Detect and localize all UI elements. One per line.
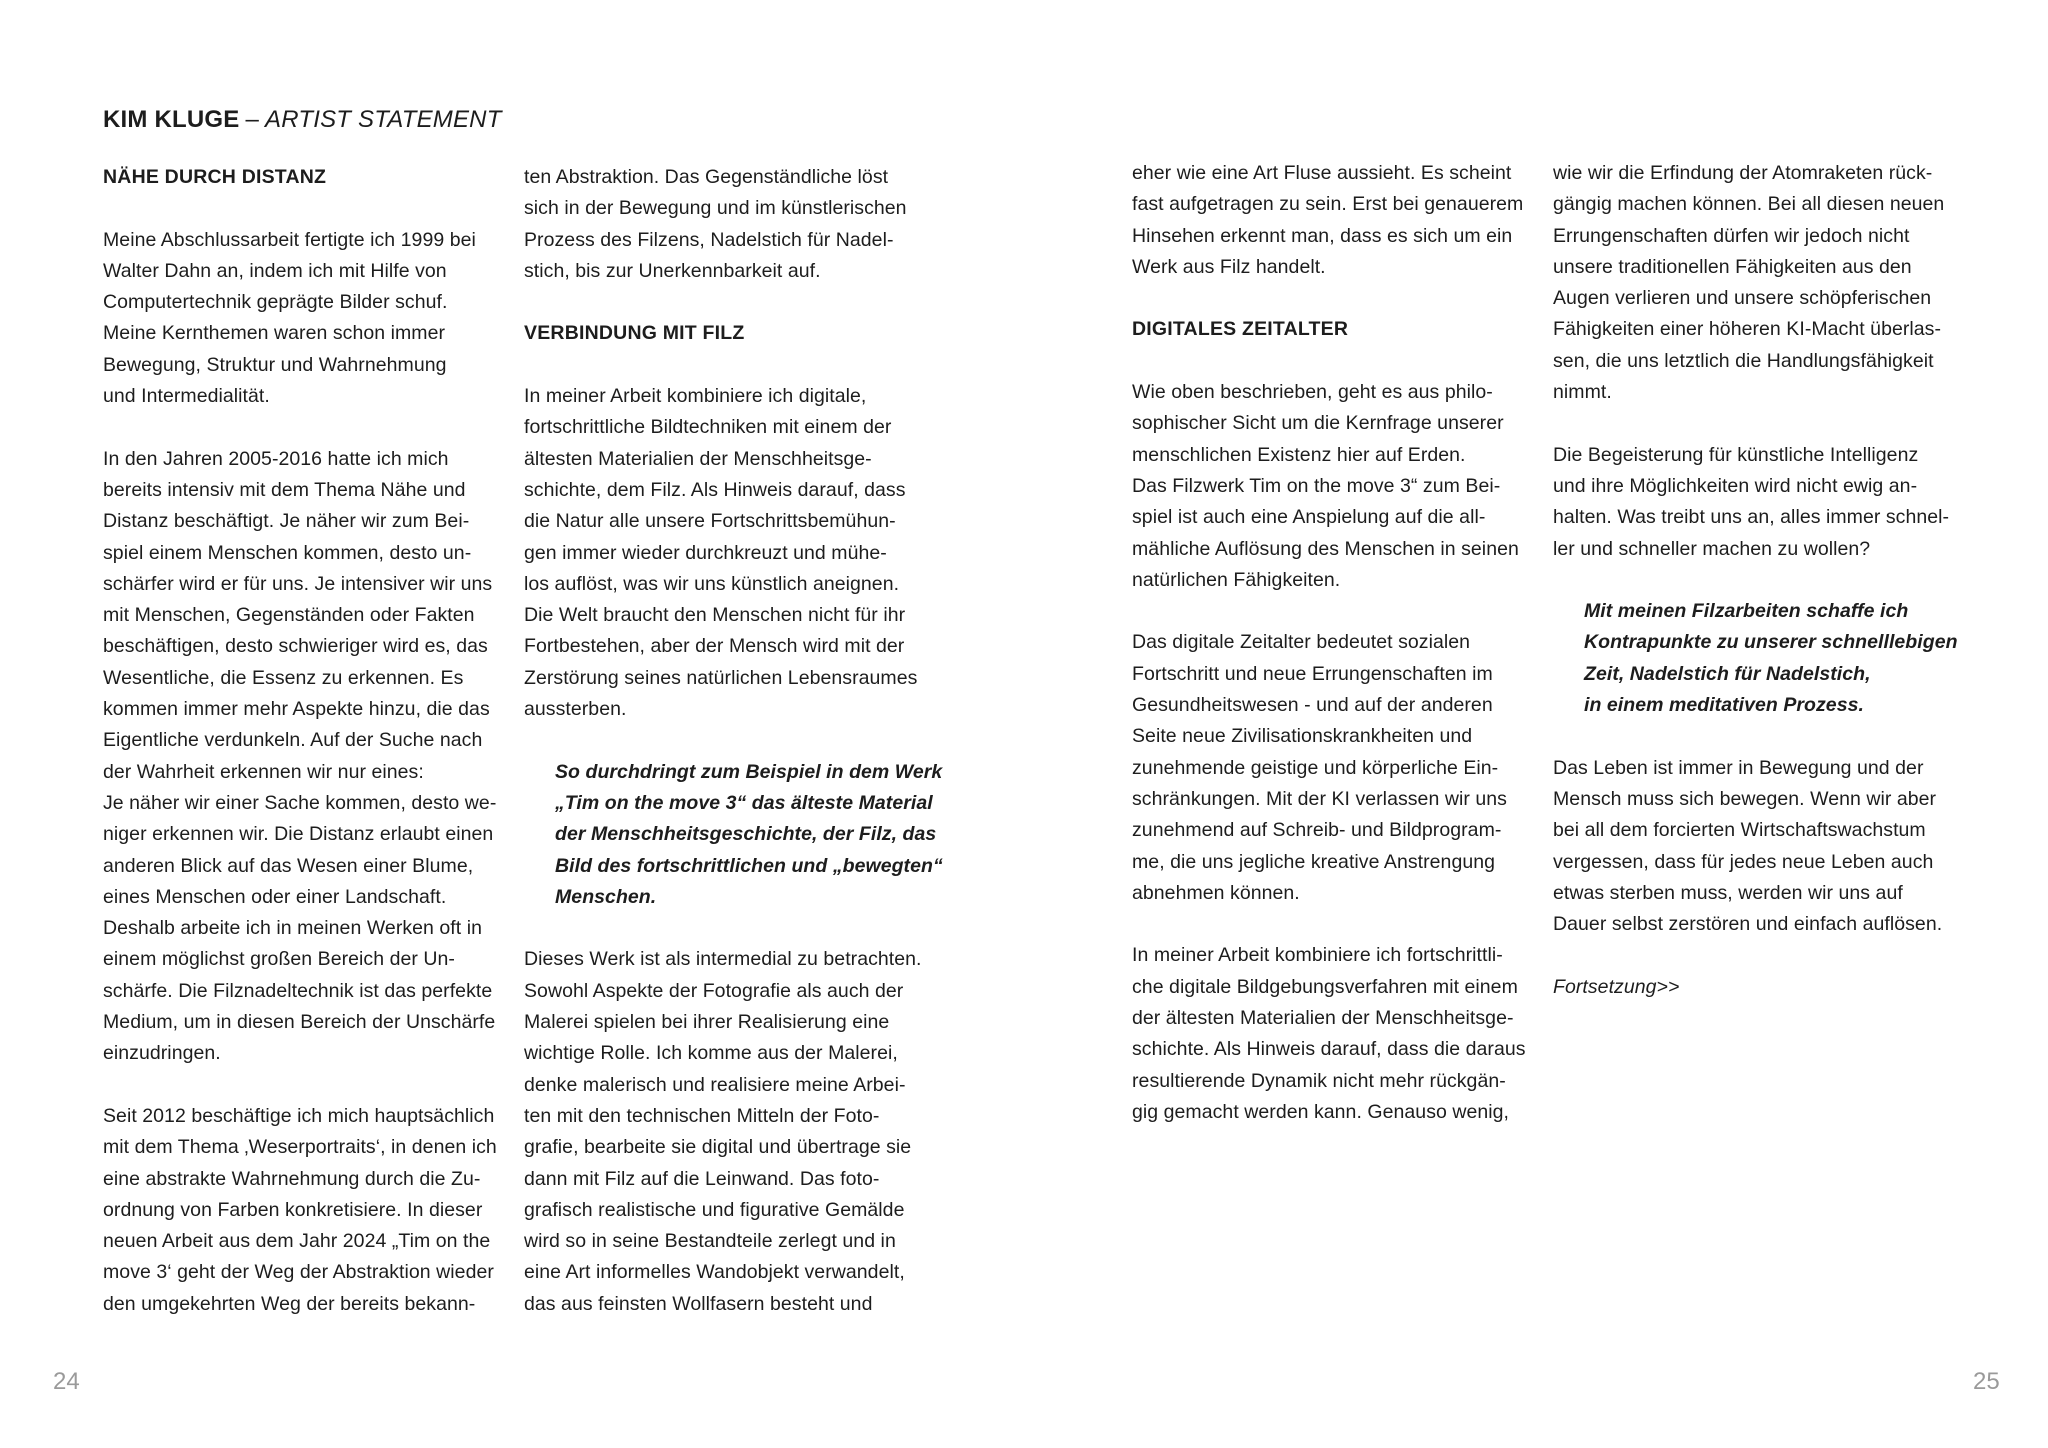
text-line: Mensch muss sich bewegen. Wenn wir aber [1553, 787, 1937, 810]
text-line: Die Begeisterung für künstliche Intelligenz [1553, 443, 1919, 466]
artist-name: KIM KLUGE [103, 106, 240, 133]
text-line: etwas sterben muss, werden wir uns auf [1553, 881, 1903, 904]
text-line: aussterben. [524, 698, 627, 721]
body-paragraph [1132, 377, 1542, 596]
text-line: der ältesten Materialien der Menschheitsge- [1132, 1007, 1514, 1030]
text-line: gen immer wieder durchkreuzt und mühe- [524, 541, 887, 564]
pull-quote [1553, 596, 1963, 721]
text-line: einem möglichst großen Bereich der Un- [103, 948, 455, 971]
text-column-4 [1553, 158, 1963, 1034]
text-line: sen, die uns letztlich die Handlungsfähigkeit [1553, 349, 1934, 372]
body-paragraph [103, 444, 513, 1070]
text-line: der Menschheitsgeschichte, der Filz, das [555, 823, 937, 846]
text-line: neuen Arbeit aus dem Jahr 2024 „Tim on the [103, 1230, 491, 1253]
body-paragraph [1132, 940, 1542, 1128]
text-line: eher wie eine Art Fluse aussieht. Es scheint [1132, 162, 1512, 184]
text-line: der Wahrheit erkennen wir nur eines: [103, 760, 424, 783]
text-line: Fähigkeiten einer höheren KI-Macht überlas- [1553, 318, 1942, 341]
continuation-note [1553, 972, 1963, 1003]
text-line: Wesentliche, die Essenz zu erkennen. Es [103, 666, 464, 689]
text-line: Dauer selbst zerstören und einfach auflösen. [1553, 913, 1943, 936]
text-line: unsere traditionellen Fähigkeiten aus den [1553, 255, 1912, 278]
text-line: ten Abstraktion. Das Gegenständliche löst [524, 166, 889, 188]
text-line: Mit meinen Filzarbeiten schaffe ich [1584, 600, 1909, 623]
text-line: fortschrittliche Bildtechniken mit einem der [524, 416, 892, 439]
text-line: grafisch realistische und figurative Gemälde [524, 1198, 905, 1221]
text-line: Bewegung, Struktur und Wahrnehmung [103, 353, 447, 376]
text-line: kommen immer mehr Aspekte hinzu, die das [103, 698, 490, 721]
text-line: NÄHE DURCH DISTANZ [103, 166, 327, 188]
text-line: Meine Kernthemen waren schon immer [103, 322, 446, 345]
text-line: Walter Dahn an, indem ich mit Hilfe von [103, 259, 447, 282]
text-line: Zeit, Nadelstich für Nadelstich, [1584, 662, 1871, 685]
body-paragraph [524, 162, 934, 287]
text-line: zunehmende geistige und körperliche Ein- [1132, 756, 1499, 779]
text-line: Distanz beschäftigt. Je näher wir zum Bei- [103, 510, 470, 533]
text-line: sophischer Sicht um die Kernfrage unserer [1132, 412, 1504, 435]
text-line: Wie oben beschrieben, geht es aus philo- [1132, 381, 1493, 404]
text-line: Je näher wir einer Sache kommen, desto we- [103, 791, 497, 814]
text-line: bei all dem forcierten Wirtschaftswachstum [1553, 819, 1926, 842]
text-line: gig gemacht werden kann. Genauso wenig, [1132, 1100, 1510, 1123]
text-line: wird so in seine Bestandteile zerlegt und in [524, 1230, 896, 1253]
text-line: stich, bis zur Unerkennbarkeit auf. [524, 259, 821, 282]
text-line: mit dem Thema ‚Weserportraits‘, in denen ich [103, 1136, 497, 1159]
header-separator: – [245, 106, 260, 133]
text-line: ältesten Materialien der Menschheitsge- [524, 447, 872, 470]
body-paragraph [524, 381, 934, 725]
text-line: me, die uns jegliche kreative Anstrengung [1132, 850, 1496, 873]
text-line: Das Filzwerk Tim on the move 3“ zum Bei- [1132, 474, 1501, 497]
text-line: In meiner Arbeit kombiniere ich fortschrittli- [1132, 944, 1503, 967]
body-paragraph [524, 944, 934, 1320]
text-line: wie wir die Erfindung der Atomraketen rück- [1553, 162, 1933, 184]
text-line: Dieses Werk ist als intermedial zu betrachten. [524, 948, 922, 971]
text-line: Prozess des Filzens, Nadelstich für Nadel- [524, 228, 894, 251]
text-line: eine abstrakte Wahrnehmung durch die Zu- [103, 1167, 481, 1190]
text-line: schränkungen. Mit der KI verlassen wir uns [1132, 787, 1507, 810]
text-line: VERBINDUNG MIT FILZ [524, 322, 745, 345]
text-line: Malerei spielen bei ihrer Realisierung eine [524, 1011, 890, 1034]
text-line: spiel ist auch eine Anspielung auf die all- [1132, 506, 1486, 529]
text-line: Seite neue Zivilisationskrankheiten und [1132, 725, 1473, 748]
body-paragraph [103, 225, 513, 413]
text-line: beschäftigen, desto schwieriger wird es, das [103, 635, 488, 658]
text-line: menschlichen Existenz hier auf Erden. [1132, 443, 1466, 466]
text-line: niger erkennen wir. Die Distanz erlaubt einen [103, 823, 494, 846]
text-line: einzudringen. [103, 1042, 221, 1065]
text-line: mit Menschen, Gegenständen oder Fakten [103, 604, 475, 627]
text-line: Die Welt braucht den Menschen nicht für ihr [524, 604, 906, 627]
text-line: zunehmend auf Schreib- und Bildprogram- [1132, 819, 1502, 842]
text-line: che digitale Bildgebungsverfahren mit einem [1132, 975, 1518, 998]
text-column-1 [103, 162, 513, 1351]
text-line: gängig machen können. Bei all diesen neuen [1553, 193, 1945, 216]
text-line: mähliche Auflösung des Menschen in seinen [1132, 537, 1519, 560]
text-line: fast aufgetragen zu sein. Erst bei genauerem [1132, 193, 1524, 216]
text-line: los auflöst, was wir uns künstlich aneignen. [524, 572, 900, 595]
text-line: Das Leben ist immer in Bewegung und der [1553, 756, 1924, 779]
article-header [103, 104, 502, 136]
text-line: halten. Was treibt uns an, alles immer schnel- [1553, 506, 1950, 529]
text-line: vergessen, dass für jedes neue Leben auch [1553, 850, 1934, 873]
text-line: eines Menschen oder einer Landschaft. [103, 885, 447, 908]
body-paragraph [1553, 440, 1963, 565]
body-paragraph [103, 1101, 513, 1320]
text-line: In den Jahren 2005-2016 hatte ich mich [103, 447, 449, 470]
text-line: und ihre Möglichkeiten wird nicht ewig an- [1553, 474, 1918, 497]
text-line: das aus feinsten Wollfasern besteht und [524, 1292, 873, 1315]
text-line: Seit 2012 beschäftige ich mich hauptsächlich [103, 1104, 495, 1127]
body-paragraph [1553, 753, 1963, 941]
text-line: abnehmen können. [1132, 881, 1300, 904]
text-line: ler und schneller machen zu wollen? [1553, 537, 1871, 560]
text-line: schichte, dem Filz. Als Hinweis darauf, dass [524, 478, 906, 501]
text-line: Fortschritt und neue Errungenschaften im [1132, 662, 1493, 685]
text-line: bereits intensiv mit dem Thema Nähe und [103, 478, 466, 501]
text-line: „Tim on the move 3“ das älteste Material [555, 791, 933, 814]
text-line: resultierende Dynamik nicht mehr rückgän- [1132, 1069, 1506, 1092]
text-line: Errungenschaften dürfen wir jedoch nicht [1553, 224, 1910, 247]
text-line: die Natur alle unsere Fortschrittsbemühun- [524, 510, 896, 533]
text-line: Sowohl Aspekte der Fotografie als auch der [524, 979, 904, 1002]
text-line: anderen Blick auf das Wesen einer Blume, [103, 854, 474, 877]
text-line: Kontrapunkte zu unserer schnelllebigen [1584, 631, 1958, 654]
text-line: Fortbestehen, aber der Mensch wird mit der [524, 635, 905, 658]
text-line: ordnung von Farben konkretisiere. In dieser [103, 1198, 483, 1221]
text-line: eine Art informelles Wandobjekt verwandelt, [524, 1261, 905, 1284]
body-paragraph [1132, 158, 1542, 283]
body-paragraph [1553, 158, 1963, 408]
text-line: sich in der Bewegung und im künstlerischen [524, 197, 907, 220]
text-line: und Intermedialität. [103, 385, 270, 408]
text-line: Hinsehen erkennt man, dass es sich um ein [1132, 224, 1513, 247]
text-line: So durchdringt zum Beispiel in dem Werk [555, 760, 943, 783]
text-line: wichtige Rolle. Ich komme aus der Malerei, [524, 1042, 898, 1065]
text-line: schichte. Als Hinweis darauf, dass die daraus [1132, 1038, 1526, 1061]
text-line: Augen verlieren und unsere schöpferischen [1553, 287, 1932, 310]
text-line: Medium, um in diesen Bereich der Unschärfe [103, 1011, 496, 1034]
text-line: schärfer wird er für uns. Je intensiver wir uns [103, 572, 493, 595]
pull-quote [524, 757, 943, 913]
text-line: Menschen. [555, 885, 657, 908]
text-line: Werk aus Filz handelt. [1132, 255, 1326, 278]
text-column-2 [524, 162, 943, 1351]
text-line: Eigentliche verdunkeln. Auf der Suche nach [103, 729, 483, 752]
body-paragraph [1132, 627, 1542, 909]
text-line: Computertechnik geprägte Bilder schuf. [103, 291, 448, 314]
text-line: Das digitale Zeitalter bedeutet sozialen [1132, 631, 1471, 654]
text-line: move 3‘ geht der Weg der Abstraktion wieder [103, 1261, 494, 1284]
page-number-left: 24 [53, 1368, 80, 1395]
text-line: grafie, bearbeite sie digital und übertrage sie [524, 1136, 912, 1159]
text-line: ten mit den technischen Mitteln der Foto- [524, 1104, 880, 1127]
text-line: Gesundheitswesen - und auf der anderen [1132, 694, 1493, 717]
text-line: Fortsetzung>> [1553, 975, 1680, 998]
text-line: denke malerisch und realisiere meine Arbei- [524, 1073, 906, 1096]
text-line: Deshalb arbeite ich in meinen Werken oft in [103, 917, 482, 940]
text-line: DIGITALES ZEITALTER [1132, 318, 1349, 341]
text-line: natürlichen Fähigkeiten. [1132, 568, 1341, 591]
text-column-3 [1132, 158, 1542, 1160]
text-line: In meiner Arbeit kombiniere ich digitale, [524, 385, 867, 408]
text-line: in einem meditativen Prozess. [1584, 694, 1864, 717]
text-line: Zerstörung seines natürlichen Lebensraumes [524, 666, 918, 689]
text-line: den umgekehrten Weg der bereits bekann- [103, 1292, 476, 1315]
text-line: nimmt. [1553, 381, 1612, 404]
section-heading [103, 162, 513, 193]
article-subtitle: ARTIST STATEMENT [265, 106, 502, 133]
text-line: spiel einem Menschen kommen, desto un- [103, 541, 472, 564]
section-heading [1132, 314, 1542, 345]
text-line: dann mit Filz auf die Leinwand. Das foto- [524, 1167, 880, 1190]
text-line: schärfe. Die Filznadeltechnik ist das perfekte [103, 979, 493, 1002]
text-line: Meine Abschlussarbeit fertigte ich 1999 bei [103, 228, 476, 251]
section-heading [524, 318, 934, 349]
text-line: Bild des fortschrittlichen und „bewegten“ [555, 854, 943, 877]
page-number-right: 25 [1973, 1368, 2000, 1395]
